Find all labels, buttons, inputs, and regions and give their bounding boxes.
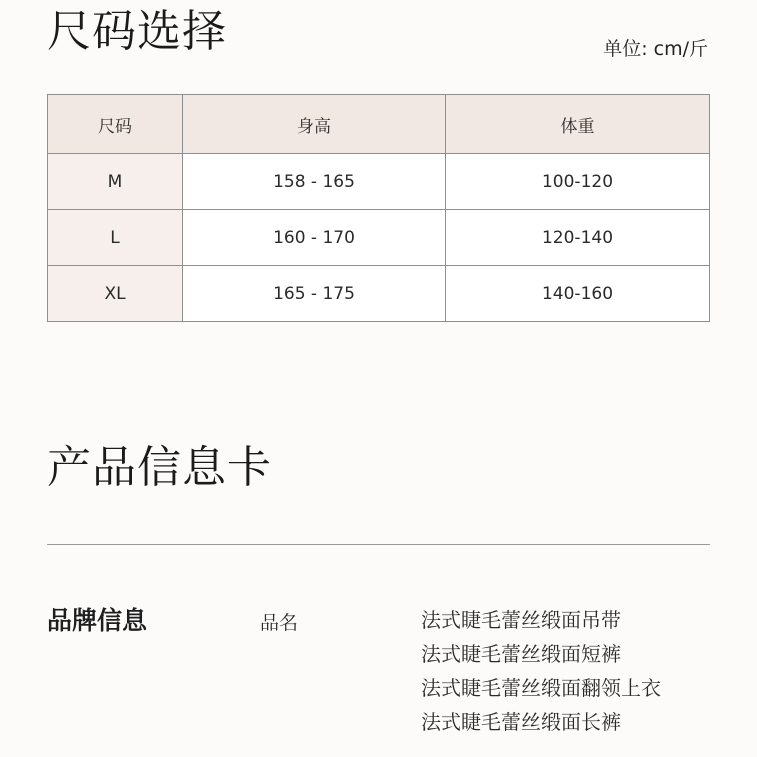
header-height: 身高 bbox=[183, 95, 446, 154]
list-item: 法式睫毛蕾丝缎面翻领上衣 bbox=[421, 676, 661, 700]
table-row bbox=[48, 266, 710, 322]
weight-cell: 100-120 bbox=[446, 154, 710, 210]
table-row bbox=[48, 154, 710, 210]
weight-cell: 140-160 bbox=[446, 266, 710, 322]
height-cell: 165 - 175 bbox=[183, 266, 446, 322]
list-item: 法式睫毛蕾丝缎面吊带 bbox=[421, 608, 621, 632]
header-size: 尺码 bbox=[48, 95, 183, 154]
brand-info-label: 品牌信息 bbox=[47, 606, 148, 635]
weight-cell: 120-140 bbox=[446, 210, 710, 266]
size-cell: L bbox=[48, 210, 183, 266]
height-cell: 158 - 165 bbox=[183, 154, 446, 210]
unit-label: 单位: cm/斤 bbox=[603, 38, 708, 60]
table-row bbox=[48, 210, 710, 266]
product-name-list bbox=[421, 606, 661, 742]
table-header-row bbox=[48, 95, 710, 154]
header-weight: 体重 bbox=[446, 95, 710, 154]
size-cell: M bbox=[48, 154, 183, 210]
info-section-title: 产品信息卡 bbox=[47, 442, 272, 493]
list-item: 法式睫毛蕾丝缎面短裤 bbox=[421, 642, 621, 666]
section-divider bbox=[47, 544, 710, 545]
height-cell: 160 - 170 bbox=[183, 210, 446, 266]
size-section-title: 尺码选择 bbox=[47, 6, 227, 57]
product-name-label: 品名 bbox=[260, 612, 299, 634]
size-cell: XL bbox=[48, 266, 183, 322]
list-item: 法式睫毛蕾丝缎面长裤 bbox=[421, 710, 621, 734]
size-chart-table bbox=[47, 94, 710, 322]
